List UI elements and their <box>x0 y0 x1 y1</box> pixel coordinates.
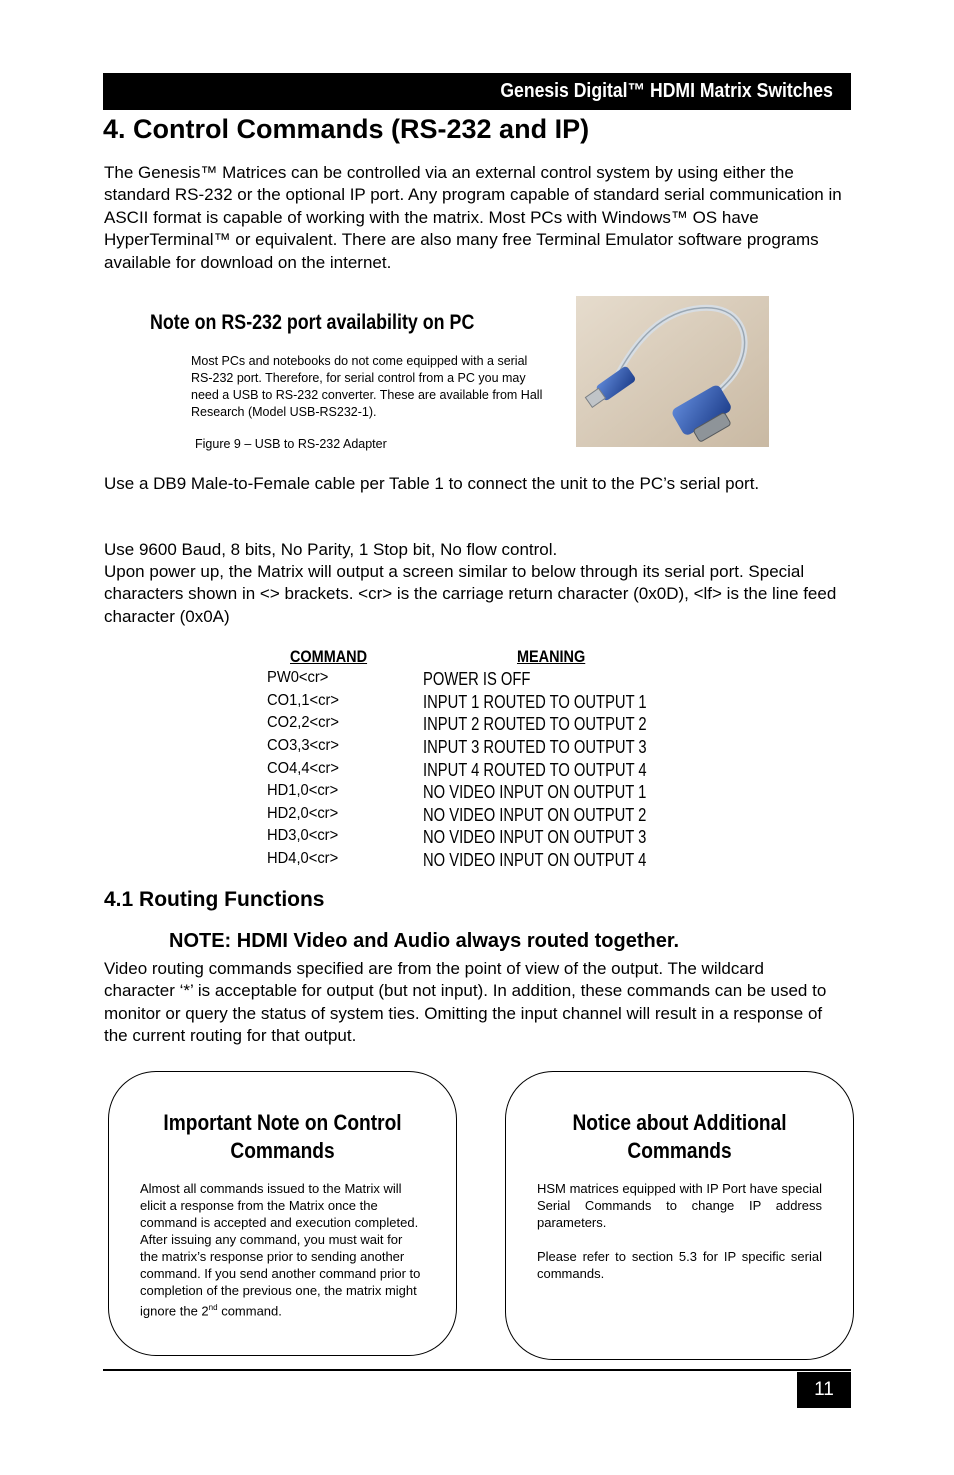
important-note-box <box>108 1071 457 1356</box>
routing-note: NOTE: HDMI Video and Audio always routed together. <box>169 930 680 952</box>
notice-body-2: Please refer to section 5.3 for IP specific serial commands. <box>537 1249 822 1281</box>
ordinal-suffix: nd <box>208 1303 218 1312</box>
command-meaning: INPUT 4 ROUTED TO OUTPUT 4 <box>423 760 647 780</box>
figure-caption: Figure 9 – USB to RS-232 Adapter <box>195 437 387 451</box>
command-code: HD2,0<cr> <box>267 805 339 822</box>
command-meaning: NO VIDEO INPUT ON OUTPUT 3 <box>423 827 647 847</box>
notice-box <box>505 1071 854 1360</box>
usb-adapter-image <box>576 296 769 447</box>
command-code: CO2,2<cr> <box>267 714 340 731</box>
header-bar <box>103 73 851 110</box>
important-note-title <box>132 1109 434 1165</box>
command-meaning: NO VIDEO INPUT ON OUTPUT 1 <box>423 782 647 802</box>
important-note-title-line1: Important Note on Control <box>163 1110 402 1135</box>
command-code: CO1,1<cr> <box>267 692 340 709</box>
command-code: CO4,4<cr> <box>267 760 340 777</box>
command-meaning: INPUT 2 ROUTED TO OUTPUT 2 <box>423 714 647 734</box>
meaning-header: MEANING <box>517 647 586 666</box>
notice-body-1: HSM matrices equipped with IP Port have special Serial Commands to change IP address parameters. <box>537 1181 822 1230</box>
command-meaning: INPUT 1 ROUTED TO OUTPUT 1 <box>423 692 647 712</box>
command-meaning: INPUT 3 ROUTED TO OUTPUT 3 <box>423 737 647 757</box>
command-code: CO3,3<cr> <box>267 737 340 754</box>
intro-paragraph: The Genesis™ Matrices can be controlled via an external control system by using either the standard RS-232 or the optional IP port. Any program capable of standard serial communication in ASCII format is capable of working with the matrix. Most PCs with Windows™ OS have HyperTerminal™ or equivalent. There are also many free Terminal Emulator software programs available for download on the internet. <box>104 163 842 272</box>
section-title: 4. Control Commands (RS-232 and IP) <box>103 114 590 144</box>
command-code: PW0<cr> <box>267 669 329 686</box>
command-header: COMMAND <box>290 647 368 666</box>
routing-body: Video routing commands specified are from the point of view of the output. The wildcard character ‘*’ is acceptable for output (but not input). In addition, these commands can be used to monitor or query the status of system ties. Omitting the input channel will result in a response of the current routing for that output. <box>104 959 827 1046</box>
routing-title: 4.1 Routing Functions <box>104 888 325 911</box>
important-note-text: Almost all commands issued to the Matrix will elicit a response from the Matrix once the command is accepted and execution completed. After issuing any command, you must wait for the matrix’s response prior to sending another command. If you send another command prior to completion of the previous one, the matrix might ignore the 2 <box>140 1181 421 1319</box>
command-code: HD1,0<cr> <box>267 782 339 799</box>
command-meaning: POWER IS OFF <box>423 669 531 689</box>
rs232-note-body: Most PCs and notebooks do not come equipped with a serial RS-232 port. Therefore, for serial control from a PC you may need a USB to RS-232 converter. These are available from Hall Research (Model USB-RS232-1). <box>191 354 543 419</box>
command-meaning: NO VIDEO INPUT ON OUTPUT 2 <box>423 805 647 825</box>
notice-title-line1: Notice about Additional <box>572 1110 787 1135</box>
command-meaning: NO VIDEO INPUT ON OUTPUT 4 <box>423 850 647 870</box>
powerup-text: Upon power up, the Matrix will output a screen similar to below through its serial port. Special characters shown in <> brackets. <cr> is the carriage return character (0x0D), <lf> is the line feed character (0x0A) <box>104 562 837 626</box>
header-title: Genesis Digital™ HDMI Matrix Switches <box>500 80 833 102</box>
notice-title-line2: Commands <box>627 1138 732 1163</box>
settings-text: Use 9600 Baud, 8 bits, No Parity, 1 Stop bit, No flow control. <box>104 540 558 559</box>
page-number: 11 <box>797 1372 851 1408</box>
important-note-text-end: command. <box>217 1303 282 1319</box>
rs232-note-heading: Note on RS-232 port availability on PC <box>150 311 475 334</box>
footer-rule <box>103 1369 851 1371</box>
command-code: HD3,0<cr> <box>267 827 339 844</box>
important-note-body <box>140 1180 423 1319</box>
important-note-title-line2: Commands <box>230 1138 335 1163</box>
notice-title <box>529 1109 831 1165</box>
cable-text: Use a DB9 Male-to-Female cable per Table 1 to connect the unit to the PC’s serial port. <box>104 474 760 493</box>
command-code: HD4,0<cr> <box>267 850 339 867</box>
